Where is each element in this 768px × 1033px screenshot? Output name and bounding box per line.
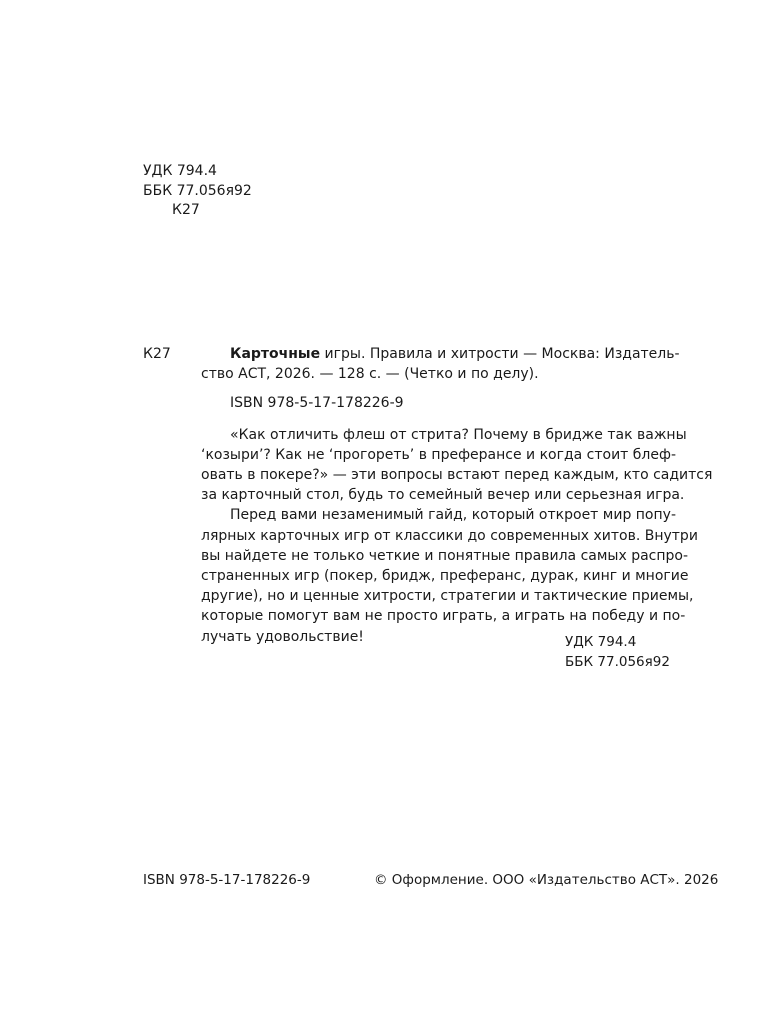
annotation-paragraph-2: [201, 505, 698, 646]
title-bold: Карточные: [230, 346, 321, 362]
text-line: овать в покере?» — эти вопросы встают перед каждым, кто садится: [201, 467, 713, 484]
text-line: Перед вами незаменимый гайд, который откроет мир попу-: [230, 507, 676, 524]
text-line: «Как отличить флеш от стрита? Почему в бридже так важны: [230, 426, 687, 443]
bibliographic-entry: [201, 344, 713, 647]
text-line: которые помогут вам не просто играть, а играть на победу и по-: [201, 608, 686, 625]
title-rest: игры. Правила и хитрости — Москва: Издатель-: [320, 346, 680, 362]
footer-copyright: © Оформление. ООО «Издательство АСТ». 2026: [374, 872, 719, 888]
footer-isbn: ISBN 978-5-17-178226-9: [143, 872, 311, 888]
annotation-paragraph-1: [201, 425, 713, 506]
udk-code: УДК 794.4: [565, 634, 637, 650]
bbk-code: ББК 77.056я92: [143, 182, 252, 199]
entry-author-mark: К27: [143, 346, 171, 362]
author-mark: К27: [172, 202, 200, 218]
text-line: лярных карточных игр от классики до современных хитов. Внутри: [201, 527, 698, 544]
classification-codes-bottom: [565, 632, 670, 672]
title-line-2: ство АСТ, 2026. — 128 с. — (Четко и по делу).: [201, 366, 539, 383]
text-line: за карточный стол, будь то семейный вечер или серьезная игра.: [201, 487, 685, 504]
text-line: страненных игр (покер, бридж, преферанс, дурак, кинг и многие: [201, 568, 689, 585]
title-line-1: [201, 344, 680, 364]
text-line: лучать удовольствие!: [201, 628, 364, 645]
text-line: вы найдете не только четкие и понятные правила самых распро-: [201, 547, 689, 564]
text-line: другие), но и ценные хитрости, стратегии и тактические приемы,: [201, 588, 694, 605]
title-block: [201, 344, 680, 384]
classification-codes-top: [143, 162, 252, 221]
bbk-code: ББК 77.056я92: [565, 654, 670, 670]
entry-isbn: ISBN 978-5-17-178226-9: [230, 395, 404, 412]
text-line: ‘козыри’? Как не ‘прогореть’ в преферансе и когда стоит блеф-: [201, 446, 677, 463]
udk-code: УДК 794.4: [143, 163, 217, 179]
